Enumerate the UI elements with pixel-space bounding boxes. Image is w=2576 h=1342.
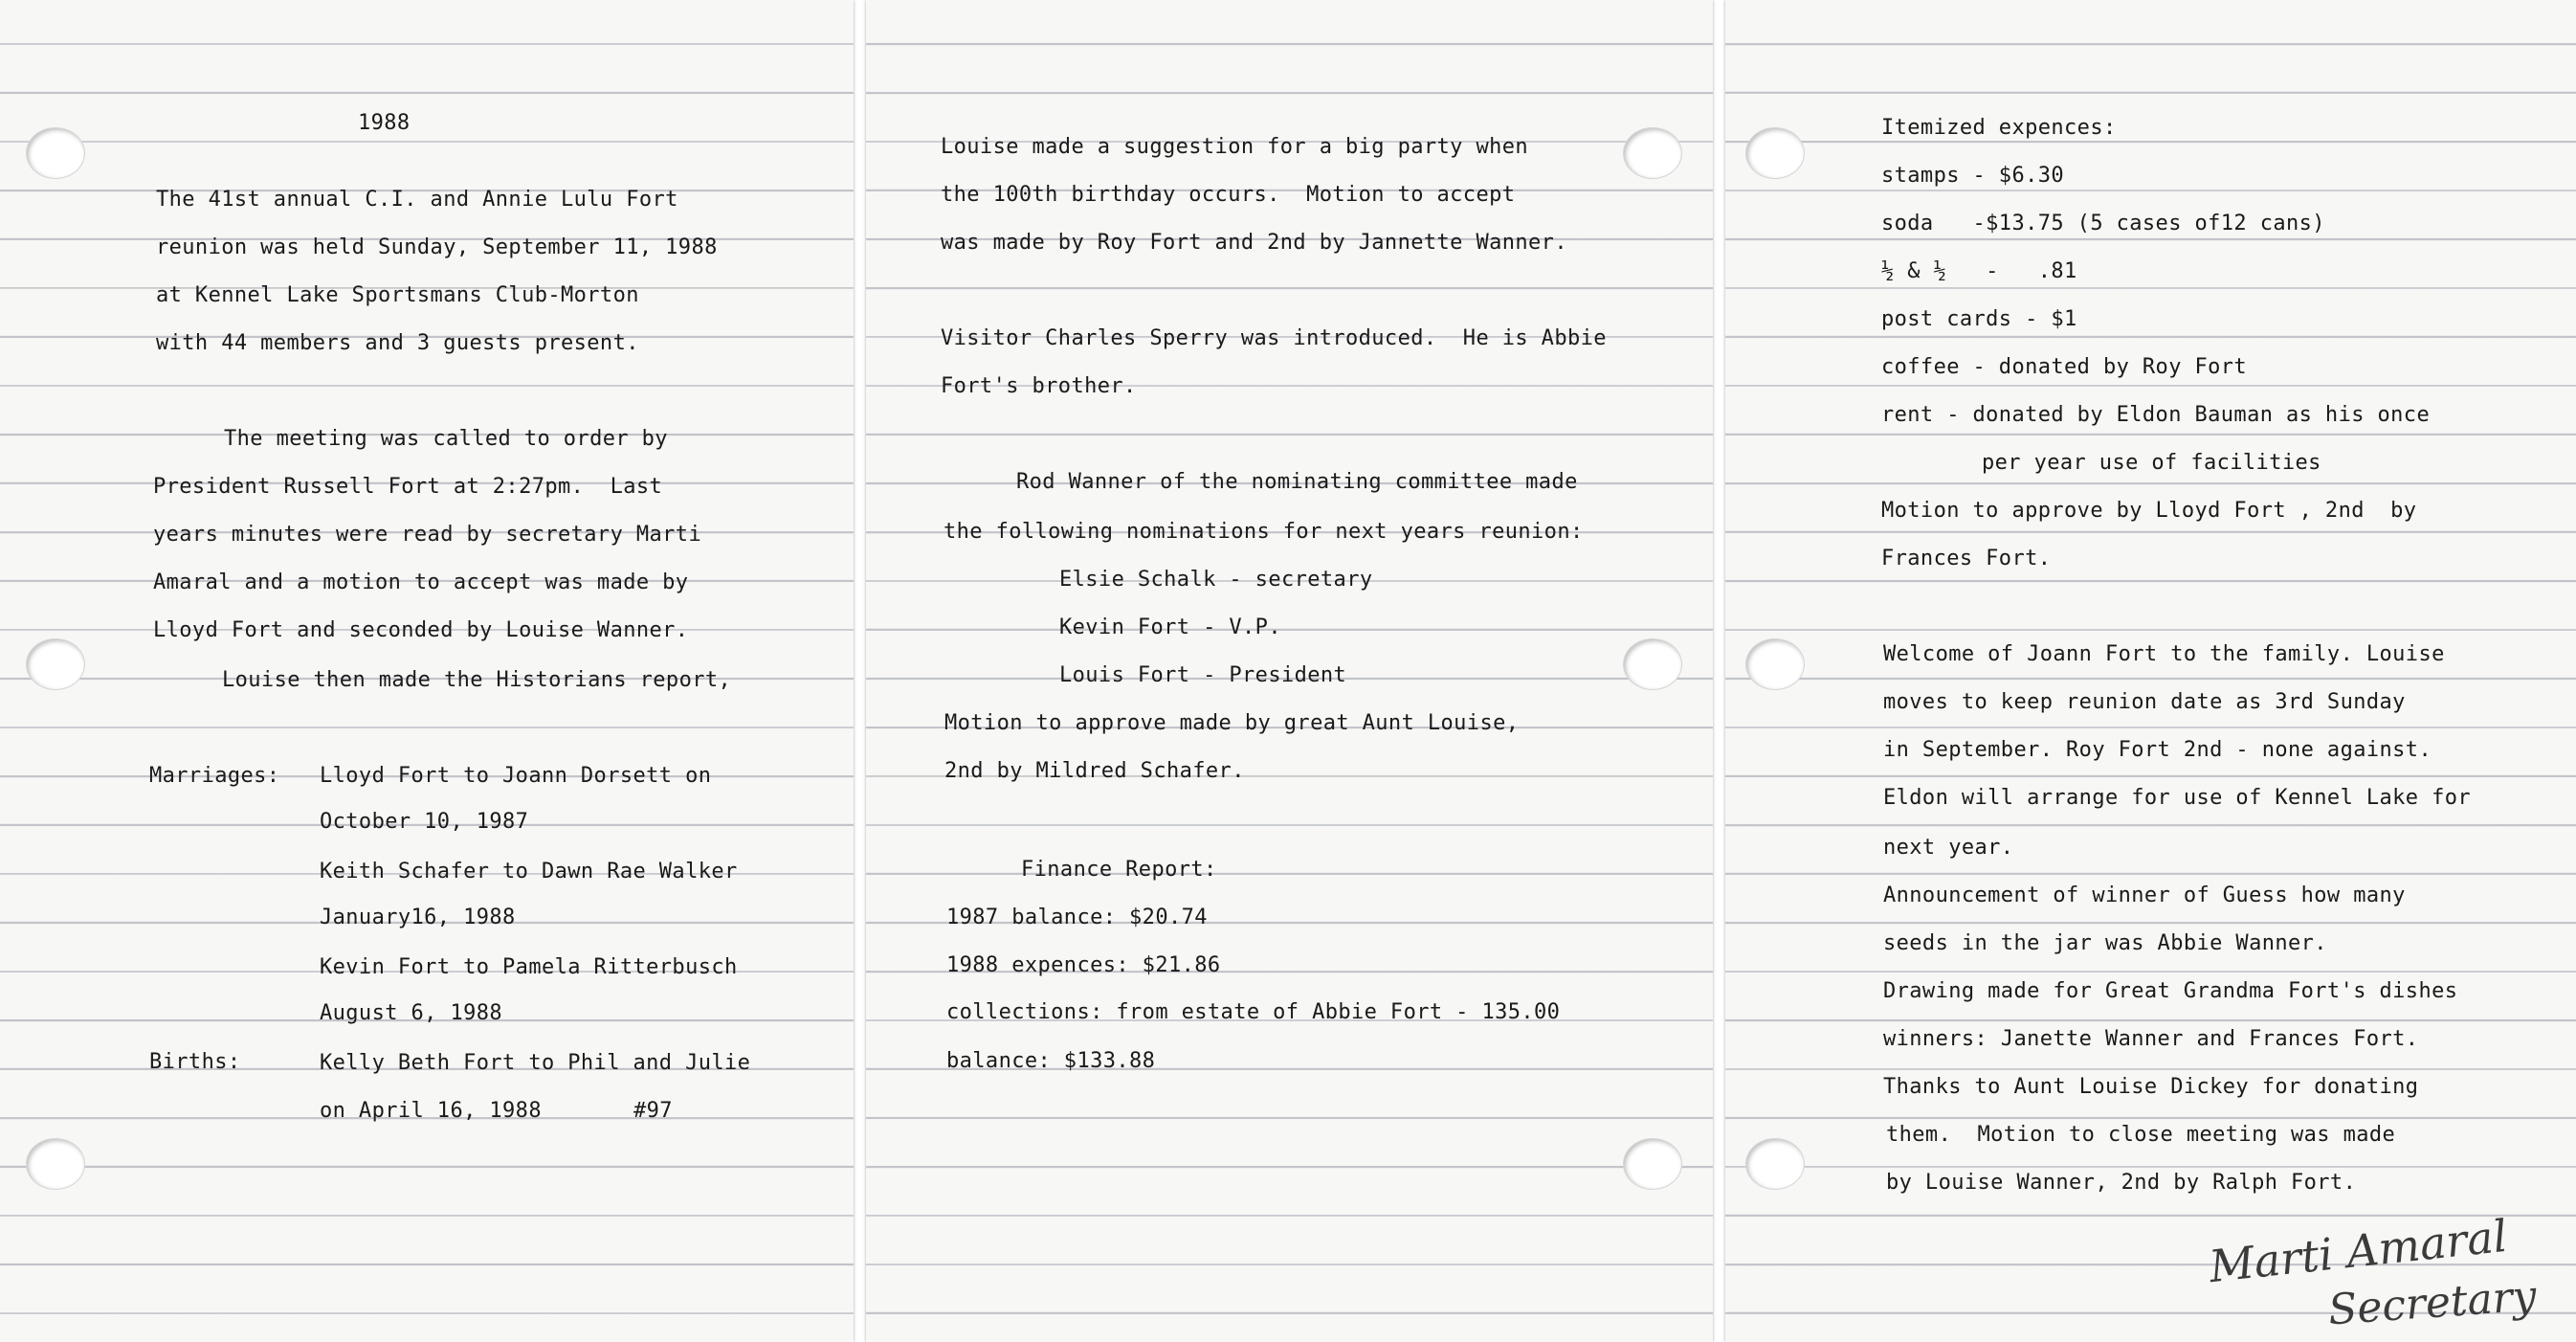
text-line: Thanks to Aunt Louise Dickey for donating	[1883, 1075, 2419, 1099]
punch-hole	[1746, 128, 1804, 178]
text-line: ½ & ½ - .81	[1881, 259, 2077, 283]
text-line: President Russell Fort at 2:27pm. Last	[153, 475, 663, 499]
text-line: Kevin Fort to Pamela Ritterbusch	[320, 955, 738, 979]
text-line: at Kennel Lake Sportsmans Club-Morton	[156, 283, 639, 307]
page-1	[0, 0, 854, 1342]
year-heading: 1988	[358, 111, 411, 135]
text-line: next year.	[1883, 836, 2014, 860]
text-line: was made by Roy Fort and 2nd by Jannette Wanner.	[941, 231, 1567, 255]
marriages-label: Marriages:	[149, 764, 280, 788]
text-line: Eldon will arrange for use of Kennel Lake for	[1883, 786, 2472, 810]
text-line: with 44 members and 3 guests present.	[156, 331, 639, 355]
text-line: balance: $133.88	[946, 1049, 1156, 1073]
text-line: winners: Janette Wanner and Frances Fort.	[1883, 1027, 2419, 1051]
text-line: Louise made a suggestion for a big party when	[941, 135, 1529, 159]
text-line: Fort's brother.	[941, 374, 1137, 398]
text-line: The meeting was called to order by	[224, 427, 668, 451]
text-line: rent - donated by Eldon Bauman as his once	[1881, 403, 2431, 427]
text-line: the following nominations for next years reunion:	[944, 520, 1584, 544]
signature-title: Secretary	[2326, 1271, 2539, 1335]
text-line: reunion was held Sunday, September 11, 1988	[156, 235, 718, 259]
text-line: years minutes were read by secretary Marti	[153, 523, 702, 547]
text-line: Kelly Beth Fort to Phil and Julie	[320, 1051, 751, 1075]
punch-hole	[27, 128, 84, 178]
text-line: The 41st annual C.I. and Annie Lulu Fort	[156, 188, 678, 212]
text-line: Kevin Fort - V.P.	[1059, 615, 1281, 639]
text-line: soda -$13.75 (5 cases of12 cans)	[1881, 212, 2325, 235]
text-line: stamps - $6.30	[1881, 164, 2065, 188]
text-line: moves to keep reunion date as 3rd Sunday	[1883, 690, 2406, 714]
signature-name: Marti Amaral	[2207, 1209, 2510, 1293]
text-line: seeds in the jar was Abbie Wanner.	[1883, 931, 2327, 955]
text-line: Welcome of Joann Fort to the family. Louise	[1883, 642, 2445, 666]
text-line: Lloyd Fort to Joann Dorsett on	[320, 764, 712, 788]
text-line: in September. Roy Fort 2nd - none against.	[1883, 738, 2432, 762]
text-line: Rod Wanner of the nominating committee made	[1016, 470, 1578, 494]
text-line: per year use of facilities	[1982, 451, 2321, 475]
finance-heading: Finance Report:	[1021, 858, 1217, 882]
text-line: collections: from estate of Abbie Fort - 135.00	[946, 1000, 1561, 1024]
text-line: post cards - $1	[1881, 307, 2077, 331]
punch-hole	[1624, 639, 1681, 689]
text-line: Frances Fort.	[1881, 547, 2052, 570]
text-line: Lloyd Fort and seconded by Louise Wanner.	[153, 618, 689, 642]
text-line: Announcement of winner of Guess how many	[1883, 883, 2406, 907]
text-line: 1988 expences: $21.86	[946, 953, 1221, 977]
text-line: the 100th birthday occurs. Motion to accept	[941, 183, 1516, 207]
text-line: Drawing made for Great Grandma Fort's dishes	[1883, 979, 2458, 1003]
text-line: 1987 balance: $20.74	[946, 906, 1208, 929]
text-line: January16, 1988	[320, 906, 516, 929]
text-line: August 6, 1988	[320, 1001, 503, 1025]
page-3	[1725, 0, 2576, 1342]
punch-hole	[27, 639, 84, 689]
punch-hole	[1746, 639, 1804, 689]
expenses-heading: Itemized expences:	[1881, 116, 2117, 140]
text-line: Amaral and a motion to accept was made by	[153, 570, 689, 594]
text-line: Louise then made the Historians report,	[222, 668, 732, 692]
text-line: 2nd by Mildred Schafer.	[944, 759, 1245, 783]
text-line: on April 16, 1988	[320, 1099, 542, 1123]
punch-hole	[27, 1139, 84, 1189]
text-line: Louis Fort - President	[1059, 663, 1347, 687]
page-2	[866, 0, 1713, 1342]
text-line: Motion to approve by Lloyd Fort , 2nd by	[1881, 499, 2417, 523]
text-line: by Louise Wanner, 2nd by Ralph Fort.	[1886, 1171, 2357, 1195]
text-line: coffee - donated by Roy Fort	[1881, 355, 2248, 379]
punch-hole	[1624, 128, 1681, 178]
text-line: Elsie Schalk - secretary	[1059, 568, 1373, 592]
births-label: Births:	[149, 1050, 241, 1074]
text-line: Visitor Charles Sperry was introduced. He is Abbie	[941, 326, 1607, 350]
page-number: #97	[633, 1099, 673, 1123]
punch-hole	[1624, 1139, 1681, 1189]
text-line: Motion to approve made by great Aunt Louise,	[944, 711, 1520, 735]
text-line: October 10, 1987	[320, 810, 529, 834]
text-line: them. Motion to close meeting was made	[1886, 1123, 2396, 1147]
punch-hole	[1746, 1139, 1804, 1189]
text-line: Keith Schafer to Dawn Rae Walker	[320, 860, 738, 883]
